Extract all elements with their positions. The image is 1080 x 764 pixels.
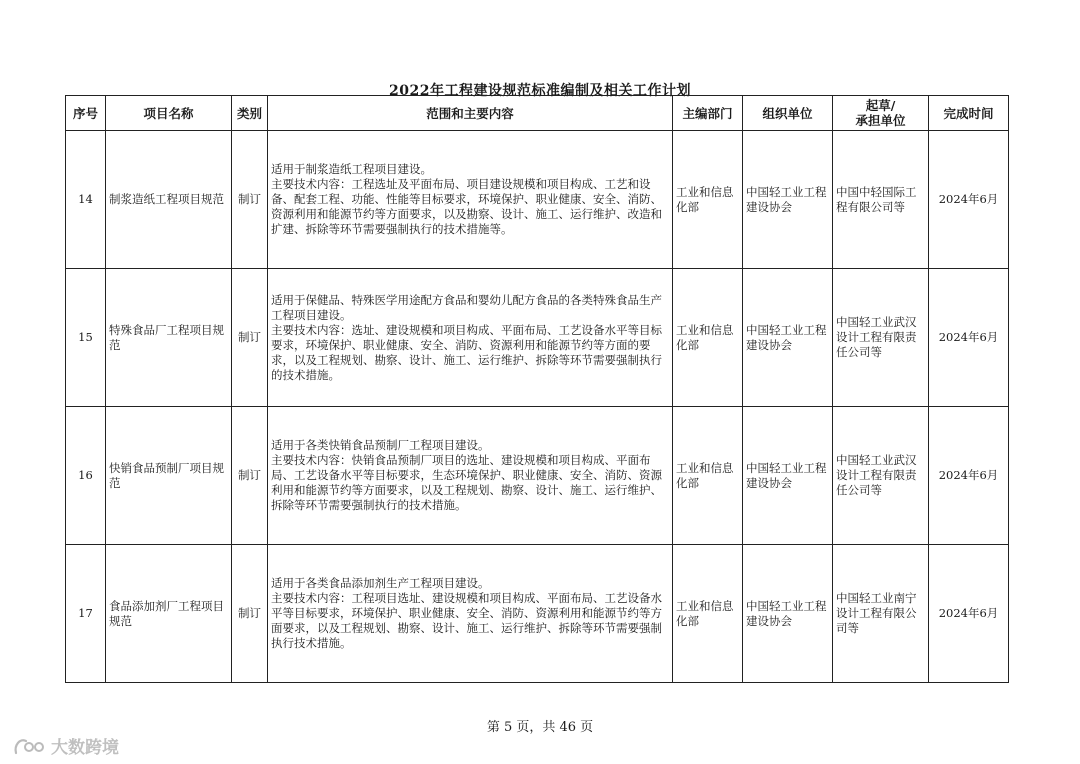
header-dept: 主编部门 bbox=[673, 96, 743, 131]
header-scope: 范围和主要内容 bbox=[268, 96, 673, 131]
document-title: 2022年工程建设规范标准编制及相关工作计划 bbox=[389, 83, 691, 99]
row-org: 中国轻工业工程建设协会 bbox=[743, 269, 833, 407]
row-name: 食品添加剂厂工程项目规范 bbox=[106, 545, 232, 683]
plan-table bbox=[65, 95, 1009, 683]
row-time: 2024年6月 bbox=[929, 131, 1009, 269]
table-row bbox=[66, 131, 1009, 269]
row-scope-text: 适用于各类快销食品预制厂工程项目建设。 主要技术内容：快销食品预制厂项目的选址、建设规模和项目构成、平面布局、工艺设备水平等目标要求，生态环境保护、职业健康、安全、消防、资源利用和能源节约等方面要求，以及工程规划、勘察、设计、施工、运行维护、拆除等环节需要强制执行的技术措施。 bbox=[271, 438, 662, 512]
row-scope bbox=[268, 407, 673, 545]
header-draft-line2: 承担单位 bbox=[855, 113, 906, 128]
header-name: 项目名称 bbox=[106, 96, 232, 131]
header-org: 组织单位 bbox=[743, 96, 833, 131]
table-row bbox=[66, 407, 1009, 545]
row-type: 制订 bbox=[232, 407, 268, 545]
row-scope bbox=[268, 545, 673, 683]
row-scope bbox=[268, 269, 673, 407]
row-scope bbox=[268, 131, 673, 269]
row-draft: 中国轻工业武汉设计工程有限责任公司等 bbox=[833, 269, 929, 407]
header-draft-line1: 起草/ bbox=[865, 98, 896, 113]
page-number: 第 5 页，共 46 页 bbox=[486, 720, 594, 735]
row-org: 中国轻工业工程建设协会 bbox=[743, 407, 833, 545]
row-time: 2024年6月 bbox=[929, 269, 1009, 407]
row-no: 15 bbox=[66, 269, 106, 407]
row-scope-text: 适用于制浆造纸工程项目建设。 主要技术内容：工程选址及平面布局、项目建设规模和项目构成、工艺和设备、配套工程、功能、性能等目标要求，环境保护、职业健康、安全、消防、资源利用和能源节约等方面要求，以及勘察、设计、施工、运行维护、改造和扩建、拆除等环节需要强制执行的技术措施等。 bbox=[271, 162, 662, 236]
brand-logo-icon bbox=[12, 735, 46, 757]
row-no: 16 bbox=[66, 407, 106, 545]
row-type: 制订 bbox=[232, 545, 268, 683]
header-type: 类别 bbox=[232, 96, 268, 131]
watermark-text: 大数跨境 bbox=[51, 738, 119, 758]
row-name: 特殊食品厂工程项目规范 bbox=[106, 269, 232, 407]
row-time: 2024年6月 bbox=[929, 545, 1009, 683]
table-row bbox=[66, 269, 1009, 407]
row-dept: 工业和信息化部 bbox=[673, 131, 743, 269]
table-header-row bbox=[66, 96, 1009, 131]
row-scope-text: 适用于保健品、特殊医学用途配方食品和婴幼儿配方食品的各类特殊食品生产工程项目建设。 主要技术内容：选址、建设规模和项目构成、平面布局、工艺设备水平等目标要求，环境保护、职业健康、安全、消防、资源利用和能源节约等方面的要求，以及工程规划、勘察、设计、施工、运行维护、拆除等环节需要强制执行的技术措施。 bbox=[271, 292, 662, 382]
header-no: 序号 bbox=[66, 96, 106, 131]
row-name: 制浆造纸工程项目规范 bbox=[106, 131, 232, 269]
row-org: 中国轻工业工程建设协会 bbox=[743, 131, 833, 269]
row-org: 中国轻工业工程建设协会 bbox=[743, 545, 833, 683]
row-draft: 中国轻工业南宁设计工程有限公司等 bbox=[833, 545, 929, 683]
row-time: 2024年6月 bbox=[929, 407, 1009, 545]
row-draft: 中国轻工业武汉设计工程有限责任公司等 bbox=[833, 407, 929, 545]
header-draft bbox=[833, 96, 929, 131]
table-row bbox=[66, 545, 1009, 683]
row-dept: 工业和信息化部 bbox=[673, 269, 743, 407]
header-time: 完成时间 bbox=[929, 96, 1009, 131]
watermark bbox=[12, 733, 119, 758]
row-draft: 中国中轻国际工程有限公司等 bbox=[833, 131, 929, 269]
row-no: 14 bbox=[66, 131, 106, 269]
row-name: 快销食品预制厂项目规范 bbox=[106, 407, 232, 545]
row-type: 制订 bbox=[232, 131, 268, 269]
row-type: 制订 bbox=[232, 269, 268, 407]
row-no: 17 bbox=[66, 545, 106, 683]
row-dept: 工业和信息化部 bbox=[673, 407, 743, 545]
row-dept: 工业和信息化部 bbox=[673, 545, 743, 683]
row-scope-text: 适用于各类食品添加剂生产工程项目建设。 主要技术内容：工程项目选址、建设规模和项目构成、平面布局、工艺设备水平等目标要求，环境保护、职业健康、安全、消防、资源利用和能源节约等方面要求，以及工程规划、勘察、设计、施工、运行维护、拆除等环节需要强制执行技术措施。 bbox=[271, 576, 662, 650]
